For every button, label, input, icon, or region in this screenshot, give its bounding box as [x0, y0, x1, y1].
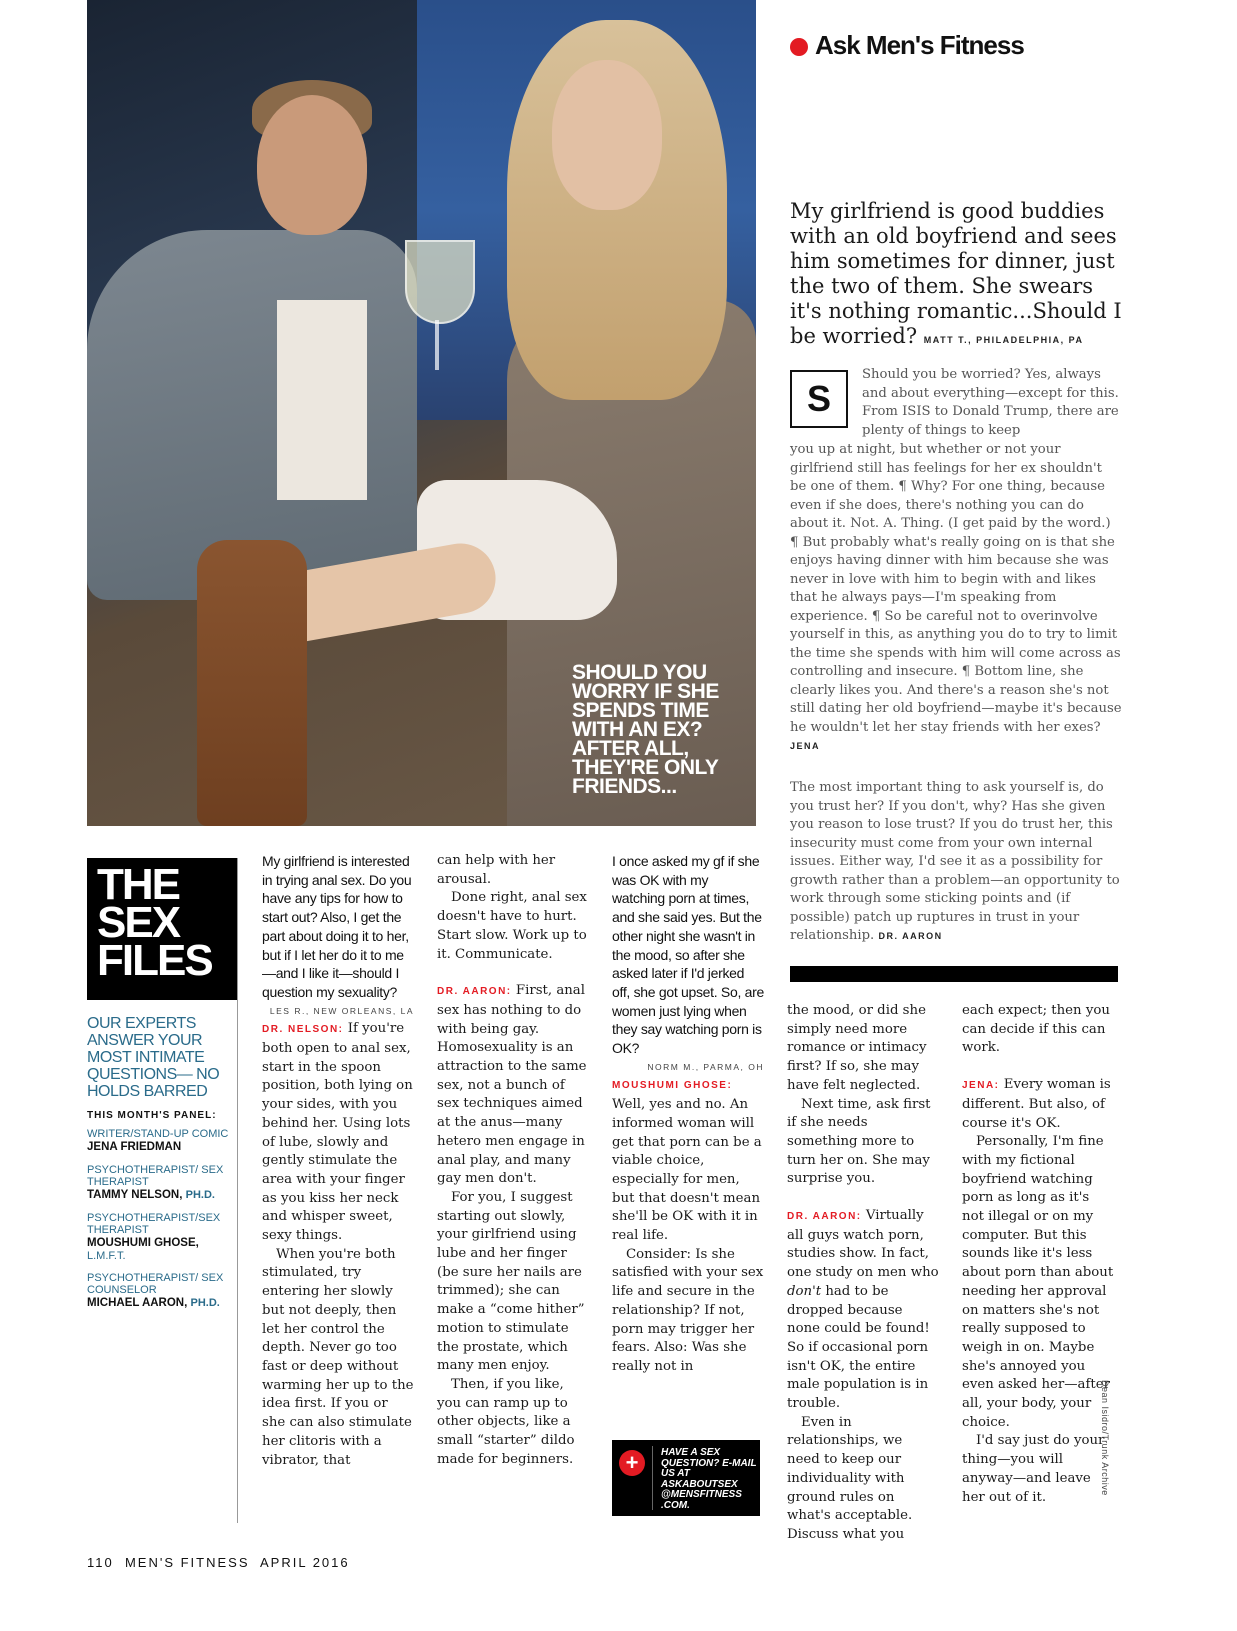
panel-member	[87, 1128, 235, 1154]
ghose-p1: Well, yes and no. An informed woman will get that porn can be a viable choice, especially for men, but that doesn't mean she'll be OK with it in real life.	[612, 1097, 762, 1244]
panel-name: MICHAEL AARON, PH.D.	[87, 1297, 220, 1309]
plus-icon: +	[619, 1450, 645, 1476]
panel-role: PSYCHOTHERAPIST/SEX THERAPIST	[87, 1212, 221, 1236]
ad-text: HAVE A SEX QUESTION? E-MAIL US AT ASKABOUTSEX @MENSFITNESS .COM.	[661, 1447, 757, 1511]
ghose-label-line	[612, 1076, 764, 1096]
aaron-signature: DR. AARON	[878, 931, 943, 941]
ad-divider	[652, 1446, 653, 1510]
photo-caption: SHOULD YOU WORRY IF SHE SPENDS TIME WITH AN EX? AFTER ALL, THEY'RE ONLY FRIENDS...	[572, 661, 719, 798]
panel-role: PSYCHOTHERAPIST/ SEX THERAPIST	[87, 1164, 224, 1188]
answer-body	[790, 441, 1122, 756]
column-1	[262, 852, 414, 1470]
section-dot-icon	[790, 38, 808, 56]
ghose-p2: Consider: Is she satisfied with your sex life and secure in the relationship? If not, porn may trigger her fears. Also: Was she really not in	[612, 1246, 764, 1374]
col2-p2: Done right, anal sex doesn't have to hurt. Start slow. Work up to it. Communicate.	[437, 890, 587, 962]
page-footer: 110 MEN'S FITNESS APRIL 2016	[87, 1555, 350, 1570]
aaron-anal-answer: DR. AARON: First, anal sex has nothing to do with being gay. Homosexuality is an attraction to the same sex, not a bunch of sex techniques aimed at the anus—many hetero men engage in anal play, and many gay men don't.	[437, 983, 587, 1187]
col4-p1: the mood, or did she simply need more romance or intimacy first? If so, she may have felt neglected.	[787, 1003, 927, 1093]
answer-signature: JENA	[790, 741, 821, 751]
aaron-anal-p2: For you, I suggest starting out slowly, your girlfriend using lube and her finger (be sure her nails are trimmed); she can make a “come hither” motion to stimulate the prostate, which many men enjoy.	[437, 1189, 585, 1374]
section-title: Ask Men's Fitness	[815, 30, 1024, 60]
jena-answer: JENA: Every woman is different. But also, of course it's OK.	[962, 1077, 1111, 1131]
col4-p2: Next time, ask first if she needs something more to turn her on. She may surprise you.	[787, 1096, 931, 1187]
panel-name: TAMMY NELSON, PH.D.	[87, 1189, 215, 1201]
sidebar-rule	[237, 858, 238, 1523]
qa1-signature: LES R., NEW ORLEANS, LA	[269, 1005, 414, 1016]
expert-label: DR. AARON:	[437, 986, 512, 998]
sex-files-title: THE SEX FILES	[97, 860, 212, 985]
aaron-porn-answer: DR. AARON: Virtually all guys watch porn, studies show. In fact, one study on men who don't had to be dropped because none could be found! So if occasional porn isn't OK, the entire male population is in trouble.	[787, 1208, 939, 1412]
panel-member	[87, 1212, 235, 1262]
nelson-answer: DR. NELSON: If you're both open to anal sex, start in the spoon position, both lying on your sides, with you behind her. Using lots of lube, slowly and gently stimulate the area with your finger as you kiss her neck and whisper sweet, sexy things.	[262, 1021, 413, 1244]
photo-credit: Dean Isidro/Trunk Archive	[1100, 1380, 1110, 1496]
column-2	[437, 852, 587, 1470]
divider-bar	[790, 966, 1118, 982]
qa2-question: I once asked my gf if she was OK with my watching porn at times, and she said yes. But the other night she wasn't in the mood, so after she asked later if I'd jerked off, she got upset. So, are women just lying when they say watching porn is OK?	[612, 853, 764, 1057]
answer-body-text: you up at night, but whether or not your girlfriend still has feelings for her ex shouldn't be one of them. ¶ Why? For one thing, because even if she does, there's nothing you can do about it. Not. A. Thing. (I get paid by the word.) ¶ But probably what's really going on is that she enjoys having dinner with him because she was never in love with him to begin with and likes that he always pays—I'm speaking from experience. ¶ So be careful not to overinvolve yourself in this, as anything you do to try to limit the time she spends with him will come across as controlling and insecure. ¶ Bottom line, she clearly likes you. And there's a reason she's not still dating her old boyfriend—maybe it's because he wouldn't let her stay friends with her exes?	[790, 442, 1122, 735]
panel-role: PSYCHOTHERAPIST/ SEX COUNSELOR	[87, 1272, 224, 1296]
panel-member	[87, 1164, 235, 1202]
panel-name: MOUSHUMI GHOSE,	[87, 1237, 199, 1249]
expert-label: DR. NELSON:	[262, 1024, 344, 1036]
answer-first-lines: Should you be worried? Yes, always and about everything—except for this. From ISIS to Donald Trump, there are plenty of things to keep	[862, 367, 1119, 438]
qa2-signature: NORM M., PARMA, OH	[647, 1061, 764, 1072]
qa1-question: My girlfriend is interested in trying anal sex. Do you have any tips for how to start out? Also, I get the part about doing it to her, but if I let her do it to me—and I like it—should I question my sexuality?	[262, 853, 412, 1000]
aaron-answer	[790, 779, 1122, 946]
expert-label: DR. AARON:	[787, 1211, 862, 1223]
panel-member	[87, 1272, 235, 1310]
panel-name: JENA FRIEDMAN	[87, 1141, 182, 1153]
panel-cred: L.M.F.T.	[87, 1250, 126, 1262]
main-question	[790, 199, 1130, 353]
column-4	[787, 1002, 939, 1545]
panel-heading: THIS MONTH'S PANEL:	[87, 1110, 217, 1121]
jena-p3: I'd say just do your thing—you will anyway—and leave her out of it.	[962, 1433, 1105, 1505]
sidebar-description: OUR EXPERTS ANSWER YOUR MOST INTIMATE QUESTIONS— NO HOLDS BARRED	[87, 1015, 220, 1100]
jena-p2: Personally, I'm fine with my fictional boyfriend watching porn as long as it's not illegal or on my computer. But this sounds like it's less about porn than about needing her approval on matters she's not really supposed to weigh in on. Maybe she's annoyed you even asked her—after all, your body, your choice.	[962, 1134, 1114, 1430]
question-signature: MATT T., PHILADELPHIA, PA	[923, 335, 1084, 345]
drop-cap: S	[790, 370, 848, 428]
expert-label: JENA:	[962, 1080, 1000, 1092]
aaron-answer-text: The most important thing to ask yourself is, do you trust her? If you don't, why? Has she given you reason to lose trust? If you do trust her, this insecurity must come from your own internal issues. Either way, I'd see it as a possibility for growth rather than a problem—an opportunity to work through some sticking points and (if possible) patch up ruptures in trust in your relationship.	[790, 780, 1120, 943]
aaron-porn-p2: Even in relationships, we need to keep our individuality with ground rules on what's acceptable. Discuss what you	[787, 1414, 913, 1542]
aaron-anal-p3: Then, if you like, you can ramp up to other objects, like a small “starter” dildo made for beginners.	[437, 1376, 575, 1467]
nelson-answer-p2: When you're both stimulated, try entering her slowly but not deeply, then let her control the depth. Never go too fast or deep without warming her up to the idea first. If you or she can also stimulate her clitoris with a vibrator, that	[262, 1246, 414, 1468]
column-3	[612, 852, 764, 1377]
expert-label: MOUSHUMI GHOSE:	[612, 1080, 733, 1092]
panel-role: WRITER/STAND-UP COMIC	[87, 1128, 229, 1140]
column-5	[962, 1002, 1114, 1507]
col2-p1: can help with her arousal.	[437, 853, 556, 887]
col5-p1: each expect; then you can decide if this can work.	[962, 1003, 1110, 1056]
panel-list	[87, 1128, 235, 1310]
main-question-text: My girlfriend is good buddies with an old boyfriend and sees him sometimes for dinner, just the two of them. She swears it's nothing romantic...Should I be worried?	[790, 199, 1122, 348]
